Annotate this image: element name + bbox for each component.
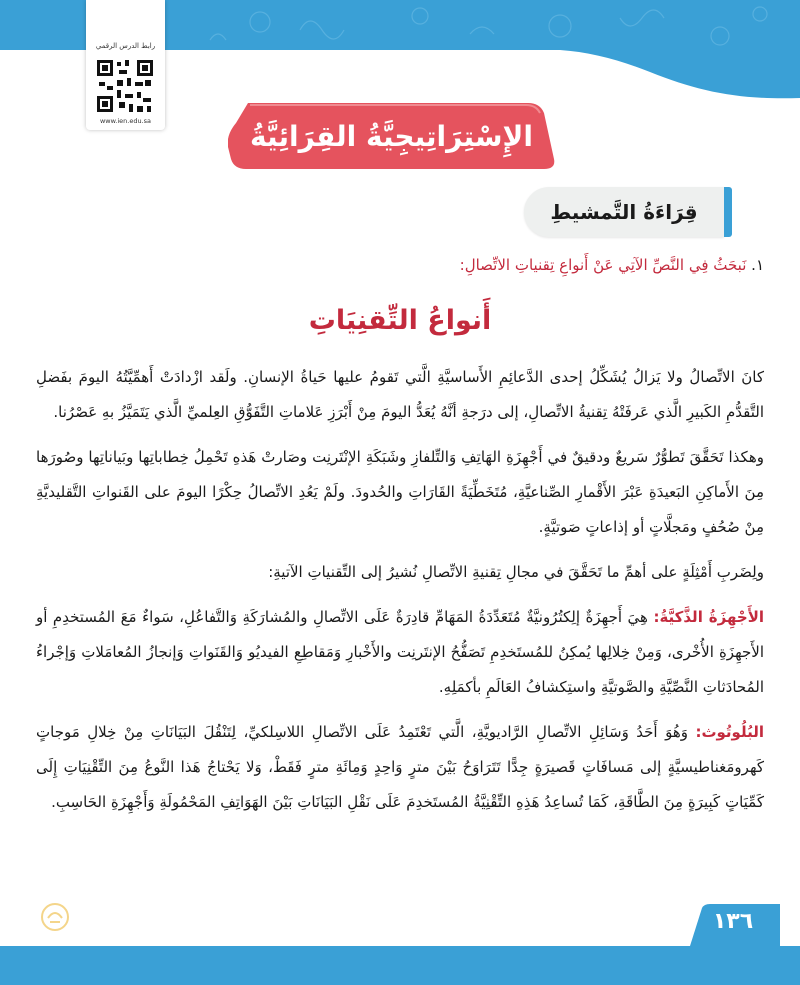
- qr-url[interactable]: www.ien.edu.sa: [99, 117, 152, 125]
- paragraph-3: ولِضَربِ أَمْثِلَةٍ على أهمِّ ما تَحَقَّقَ في مجالِ تِقنيةِ الاتِّصالِ نُشيرُ إلى التِّقنياتِ الآتيةِ:: [268, 563, 764, 581]
- body-text: [36, 360, 764, 830]
- instruction-text: نَبحَثُ فِي النَّصِّ الآتِي عَنْ أَنواعِ تِقنياتِ الاتِّصالِ:: [459, 256, 747, 274]
- paragraph-5: [36, 715, 764, 820]
- text-heading: أَنواعُ التِّقنِيَاتِ: [308, 305, 492, 336]
- page-number: ١٣٦: [712, 909, 754, 934]
- paragraph-5-text: وَهُوَ أَحَدُ وَسَائِلِ الاتِّصالِ الرَّاديويَّةِ، الَّتي تَعْتَمِدُ عَلَى الاتِّصالِ اللاسِلكيِّ، لِتَنْقُلَ البَيَانَاتِ مِنْ خِلالِ مَوجاتٍ كَهرومَغناطيسيَّةٍ إلى مَسافَاتٍ قَصيرَةٍ جِدًّا تَتَرَاوَحُ بَيْنَ مترٍ وَاحِدٍ وَمِائَةِ مترٍ فَقَطْ، وَلا يَحْتاجُ هَذا النَّوعُ مِنَ التِّقْنِيَاتِ إِلَى كَمِّيَاتٍ كَبِيرَةٍ مِنَ الطَّاقَةِ، كَمَا تُساعِدُ هَذِهِ التِّقْنِيَّةُ المُستَخدِمَ عَلَى نَقْلِ البَيَانَاتِ بَيْنَ الهَوَاتِفِ المَحْمُولَةِ وَأَجْهِزَةِ الحَاسِبِ.: [36, 723, 764, 811]
- qr-code-icon[interactable]: [95, 58, 155, 114]
- paragraph-2: وهكذا تَحَقَّقَ تَطوُّرٌ سَريعٌ ودقيقٌ في أَجْهِزَةِ الهَاتِفِ وَالتِّلفازِ وشَبَكَةِ الإنْتَرنِت وصَارتْ هَذهِ تَحْمِلُ خِطاباتِها وبَياناتِها وصُورَها مِنَ الأَماكِنِ البَعيدَةِ عَبْرَ الأَقْمارِ الصِّناعيَّةِ، مُتَخَطِّيَةً القَارَاتِ والحُدودَ. ولَمْ يَعُدِ الاتِّصالُ حِكْرًا اليومَ على القَنواتِ التَّقليديَّةِ مِنْ صُحُفٍ ومَجلَّاتٍ أو إذاعاتٍ صَوتيَّةٍ.: [36, 448, 764, 536]
- qr-label: رابط الدرس الرقمي: [95, 42, 156, 50]
- qr-card[interactable]: [86, 0, 165, 130]
- section-tab-label: قِرَاءَةُ التَّمشيطِ: [550, 200, 698, 224]
- paragraph-1: كانَ الاتِّصالُ ولا يَزالُ يُشَكِّلُ إحدى الدَّعائِمِ الأَساسيَّةِ الَّتي تَقومُ عليها حَياةُ الإنسانِ. ولَقد ازْدادَتْ أَهمِّيَّتُهُ اليومَ بفَضلِ التَّقدُّمِ الكَبيرِ الَّذي عَرفَتْهُ تِقنيةُ الاتِّصالِ، إلى درَجةِ أنَّهُ يُعَدُّ اليومَ مِنْ أَبْرَزِ عَلاماتِ التَّفَوُّقِ العِلميِّ الَّذي يَتَمَيَّزُ بهِ عَصْرُنا.: [36, 368, 764, 421]
- logo-icon: [40, 902, 70, 932]
- page-tab-shape: [0, 904, 780, 946]
- section-tab: [524, 187, 724, 237]
- instruction-number: ١.: [751, 256, 764, 274]
- instruction: [64, 256, 764, 274]
- footer-bar: [0, 946, 800, 985]
- page-title: الإِسْتِرَاتِيجِيَّةُ القِرَائِيَّةُ: [250, 119, 533, 153]
- paragraph-4-text: هِيَ أَجهِزَةٌ إلِكتُرُونيَّةٌ مُتَعَدِّدَةُ المَهَامِّ قادِرَةٌ عَلَى الاتِّصالِ والمُشارَكَةِ وَالتَّفاعُلِ، سَواءٌ مَعَ المُستخدِمِ أو الأَجهِزَةِ الأُخْرى، وَمِنْ خِلالِها يُمكِنُ للمُستَخدِمِ تَصَفُّحُ الإنتَرنِت والأَخْبارِ وَمَقاطِعِ الفيديُو وَالقَنَواتِ وَإنجازُ المُعامَلاتِ وَإجْراءُ المُحادَثاتِ النَّصِّيَّةِ والصَّوتيَّةِ واستِكشافُ العَالَمِ بأكمَلِهِ.: [36, 608, 764, 696]
- term-bluetooth: البُلُوتُوث:: [695, 723, 764, 741]
- paragraph-4: [36, 600, 764, 705]
- term-smart-devices: الأَجْهِزَةُ الذَّكيَّةُ:: [653, 608, 765, 626]
- section-tab-accent: [724, 187, 732, 237]
